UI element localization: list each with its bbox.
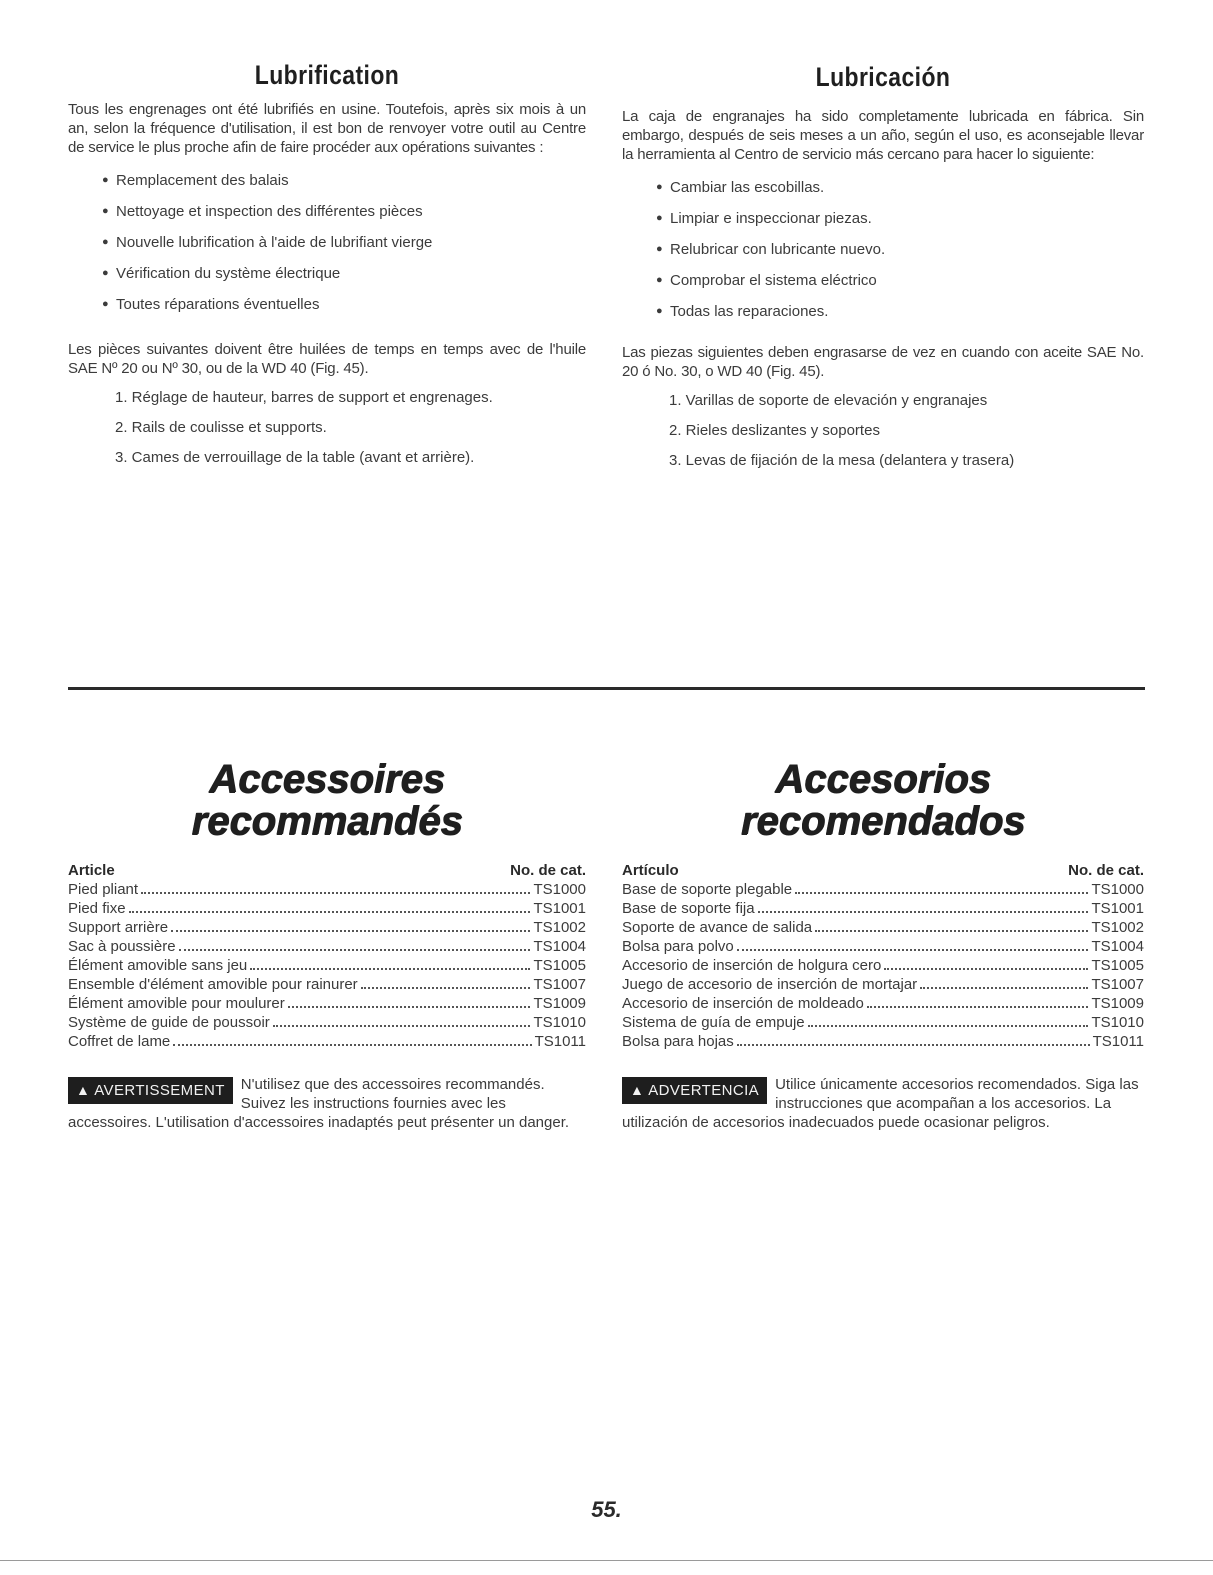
accessories-fr-section bbox=[68, 758, 586, 1132]
accessories-fr-table bbox=[68, 862, 586, 1051]
bullet-icon: ● bbox=[656, 243, 663, 255]
accessories-es-title bbox=[622, 758, 1144, 842]
table-row: Pied pliant TS1000 bbox=[68, 881, 586, 898]
warning-block-fr bbox=[68, 1075, 586, 1132]
bullet-item: ● Nettoyage et inspection des différentes pièces bbox=[102, 203, 423, 220]
table-row: Coffret de lame TS1011 bbox=[68, 1033, 586, 1050]
bullet-item: ● Vérification du système électrique bbox=[102, 265, 341, 282]
table-row: Pied fixe TS1001 bbox=[68, 900, 586, 917]
page-number: 55. bbox=[591, 1497, 622, 1522]
accessories-es-title-line2: recomendados bbox=[740, 799, 1026, 843]
numbered-item: 3. Cames de verrouillage de la table (avant et arrière). bbox=[115, 449, 475, 466]
bullet-icon: ● bbox=[102, 174, 109, 186]
table-row: Élément amovible pour moulurer TS1009 bbox=[68, 995, 586, 1012]
bullet-item: ● Nouvelle lubrification à l'aide de lubrifiant vierge bbox=[102, 234, 433, 251]
numbered-item: 1. Réglage de hauteur, barres de support et engrenages. bbox=[115, 389, 493, 406]
bullet-item: ● Limpiar e inspeccionar piezas. bbox=[656, 210, 872, 227]
lubrication-es-section bbox=[622, 62, 1144, 481]
accessories-es-section bbox=[622, 758, 1144, 1132]
lubrication-fr-oil-text: Les pièces suivantes doivent être huilées de temps en temps avec de l'huile SAE Nº 20 ou Nº 30, ou de la WD 40 (Fig. 45). bbox=[68, 341, 586, 377]
lubrication-es-oil-text: Las piezas siguientes deben engrasarse de vez en cuando con aceite SAE No. 20 ó No. 30, o WD 40 (Fig. 45). bbox=[622, 344, 1144, 380]
numbered-item: 3. Levas de fijación de la mesa (delantera y trasera) bbox=[669, 452, 1015, 469]
accessories-es-table bbox=[622, 862, 1144, 1051]
numbered-item: 1. Varillas de soporte de elevación y engranajes bbox=[669, 392, 988, 409]
lubrication-fr-numbered-list bbox=[68, 388, 586, 467]
bullet-item: ● Toutes réparations éventuelles bbox=[102, 296, 320, 313]
accessories-fr-title-line2: recommandés bbox=[191, 799, 463, 843]
lubrication-es-bullet-list bbox=[622, 178, 1144, 321]
table-row: Élément amovible sans jeu TS1005 bbox=[68, 957, 586, 974]
bullet-icon: ● bbox=[656, 274, 663, 286]
lubrication-es-intro: La caja de engranajes ha sido completamente lubricada en fábrica. Sin embargo, después de seis meses a un año, según el uso, es aconsejable llevar la herramienta al Centro de servicio más cercano para hacer lo siguiente: bbox=[622, 108, 1144, 163]
lubrication-fr-section bbox=[68, 60, 586, 478]
accessories-fr-title-line1: Accessoires bbox=[209, 757, 445, 801]
table-row: Accesorio de inserción de moldeado TS1009 bbox=[622, 995, 1144, 1012]
column-header-article: Article bbox=[68, 862, 115, 879]
table-row: Sistema de guía de empuje TS1010 bbox=[622, 1014, 1144, 1031]
section-divider bbox=[68, 687, 1145, 690]
bullet-icon: ● bbox=[656, 212, 663, 224]
lubrication-fr-intro: Tous les engrenages ont été lubrifiés en usine. Toutefois, après six mois à un an, selon la fréquence d'utilisation, il est bon de renvoyer votre outil au Centre de service le plus proche afin de faire procéder aux opérations suivantes : bbox=[68, 101, 586, 156]
numbered-item: 2. Rieles deslizantes y soportes bbox=[669, 422, 880, 439]
bullet-icon: ● bbox=[102, 267, 109, 279]
bullet-item: ● Relubricar con lubricante nuevo. bbox=[656, 241, 886, 258]
table-row: Système de guide de poussoir TS1010 bbox=[68, 1014, 586, 1031]
lubrication-fr-title: Lubrification bbox=[254, 60, 400, 90]
table-row: Base de soporte fija TS1001 bbox=[622, 900, 1144, 917]
column-header-article: Artículo bbox=[622, 862, 679, 879]
lubrication-es-title: Lubricación bbox=[815, 62, 951, 92]
bullet-item: ● Comprobar el sistema eléctrico bbox=[656, 272, 877, 289]
table-row: Bolsa para hojas TS1011 bbox=[622, 1033, 1144, 1050]
bullet-item: ● Todas las reparaciones. bbox=[656, 303, 829, 320]
bullet-icon: ● bbox=[102, 298, 109, 310]
table-row: Base de soporte plegable TS1000 bbox=[622, 881, 1144, 898]
column-header-cat: No. de cat. bbox=[1068, 862, 1144, 879]
warning-text: N'utilisez que des accessoires recommandés. Suivez les instructions fournies avec les accessoires. L'utilisation d'accessoires inadaptés peut présenter un danger. bbox=[68, 1076, 570, 1131]
warning-badge: ▲ AVERTISSEMENT bbox=[68, 1077, 233, 1104]
lubrication-fr-bullet-list bbox=[68, 171, 586, 314]
table-row: Ensemble d'élément amovible pour rainurer TS1007 bbox=[68, 976, 586, 993]
bullet-item: ● Cambiar las escobillas. bbox=[656, 179, 825, 196]
lubrication-es-numbered-list bbox=[622, 391, 1144, 470]
bullet-item: ● Remplacement des balais bbox=[102, 172, 289, 189]
table-row: Soporte de avance de salida TS1002 bbox=[622, 919, 1144, 936]
accessories-fr-title bbox=[68, 758, 586, 842]
table-header bbox=[622, 862, 1144, 880]
warning-triangle-icon: ▲ bbox=[630, 1082, 645, 1098]
table-row: Juego de accesorio de inserción de mortajar TS1007 bbox=[622, 976, 1144, 993]
table-row: Sac à poussière TS1004 bbox=[68, 938, 586, 955]
warning-badge: ▲ ADVERTENCIA bbox=[622, 1077, 767, 1104]
warning-block-es bbox=[622, 1075, 1144, 1132]
table-row: Accesorio de inserción de holgura cero TS1005 bbox=[622, 957, 1144, 974]
warning-text: Utilice únicamente accesorios recomendados. Siga las instrucciones que acompañan a los accesorios. La utilización de accesorios inadecuados puede ocasionar peligros. bbox=[622, 1076, 1139, 1131]
bullet-icon: ● bbox=[656, 305, 663, 317]
bullet-icon: ● bbox=[656, 181, 663, 193]
table-header bbox=[68, 862, 586, 880]
table-row: Bolsa para polvo TS1004 bbox=[622, 938, 1144, 955]
numbered-item: 2. Rails de coulisse et supports. bbox=[115, 419, 327, 436]
warning-triangle-icon: ▲ bbox=[76, 1082, 91, 1098]
accessories-es-title-line1: Accesorios bbox=[775, 757, 991, 801]
bullet-icon: ● bbox=[102, 205, 109, 217]
table-row: Support arrière TS1002 bbox=[68, 919, 586, 936]
column-header-cat: No. de cat. bbox=[510, 862, 586, 879]
bullet-icon: ● bbox=[102, 236, 109, 248]
page-bottom-line bbox=[0, 1560, 1213, 1561]
